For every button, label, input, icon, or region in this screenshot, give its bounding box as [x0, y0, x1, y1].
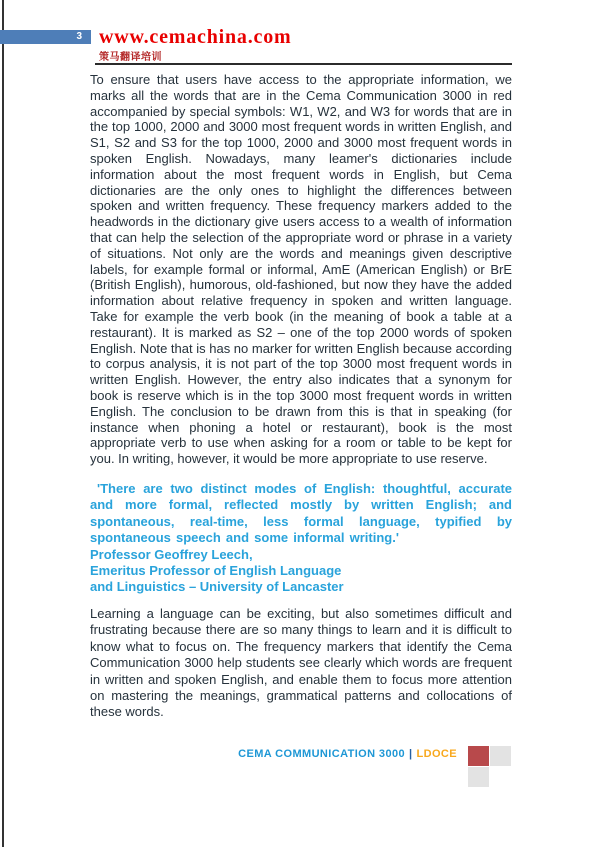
footer-gray-square-bottom-left — [468, 767, 489, 787]
paragraph-frequency-markers: To ensure that users have access to the appropriate information, we marks all the words that are in the Cema Communication 3000 in red accompanied by special symbols: W1, W2, and W3 for words that are in the top 1000, 2000 and 3000 most frequent words in written English, and S1, S2 and S3 for the top 1000, 2000 and 3000 most frequent words in spoken English. Nowadays, many leamer's dictionaries include information about the most frequent words in English, but Cema dictionaries are the only ones to highlight the differences between spoken and written frequency. These frequency markers added to the headwords in the dictionary give users access to a wealth of information that can help the selection of the appropriate word or phrase in a variety of situations. Not only are the words and meanings given descriptive labels, for example formal or informal, AmE (American English) or BrE (British English), humorous, old-fashioned, but now they have the added information about relative frequency in spoken and written language. Take for example the verb book (in the meaning of book a table at a restaurant). It is marked as S2 – one of the top 2000 words of spoken English. Note that is has no marker for written English because according to corpus analysis, it is not part of the top 3000 most frequent words in written English. However, the entry also indicates that a synonym for book is reserve which is in the top 3000 most frequent words in written English. The conclusion to be drawn from this is that in speaking (for instance when phoning a hotel or restaurant), book is the most appropriate verb to use when asking for a room or table to be kept for you. In writing, however, it would be more appropriate to use reserve. — [90, 72, 512, 467]
footer-caption — [238, 748, 457, 760]
quote-attribution-university: and Linguistics – University of Lancaster — [90, 579, 344, 595]
site-subtitle: 策马翻译培训 — [99, 52, 162, 63]
footer-red-square — [468, 746, 489, 766]
page-number-badge — [0, 30, 91, 44]
page-left-border — [2, 0, 4, 847]
footer-separator: | — [409, 748, 413, 760]
quote-block — [90, 481, 512, 596]
site-url-link[interactable]: www.cemachina.com — [99, 26, 292, 48]
quote-attribution-name: Professor Geoffrey Leech, — [90, 546, 253, 562]
page-number: 3 — [76, 31, 82, 42]
header-divider — [95, 63, 512, 65]
quote-attribution-title: Emeritus Professor of English Language — [90, 563, 342, 579]
footer-brand-ldoce: LDOCE — [416, 748, 457, 760]
quote-text: 'There are two distinct modes of English: thoughtful, accurate and more formal, reflected mostly by written English; and spontaneous, real-time, less formal language, typified by spontaneous speech and some informal writing.' — [90, 481, 512, 546]
paragraph-learning-language: Learning a language can be exciting, but also sometimes difficult and frustrating because there are so many things to learn and it is difficult to know what to focus on. The frequency markers that identify the Cema Communication 3000 help students see clearly which words are frequent in written and spoken English, and enable them to focus more attention on mastering the meanings, grammatical patterns and collocations of these words. — [90, 606, 512, 720]
footer-gray-square-top-right — [490, 746, 511, 766]
footer-book-title: CEMA COMMUNICATION 3000 — [238, 748, 406, 760]
